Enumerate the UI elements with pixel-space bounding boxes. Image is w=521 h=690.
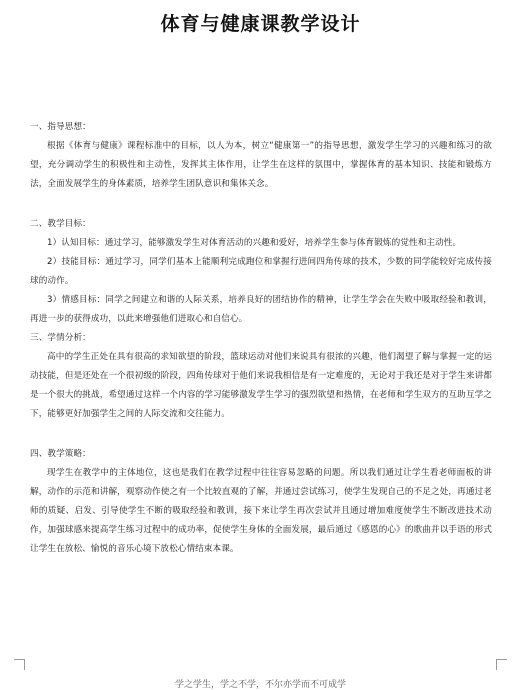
section-teaching-objectives bbox=[30, 215, 492, 329]
section-teaching-strategy bbox=[30, 445, 492, 559]
paragraph: 高中的学生正处在具有很高的求知欲望的阶段，篮球运动对他们来说具有很浓的兴趣，他们渴望了解与掌握一定的运动技能，但是还处在一个很初级的阶段，四角传球对于他们来说我相信是有一定难度的，无论对于我还是对于学生来讲都是一个很大的挑战，希望通过这样一个内容的学习能够激发学生学习的强烈欲望和热情，在老师和学生双方的互助互学之下，能够更好加强学生之间的人际交流和交往能力。 bbox=[30, 352, 492, 419]
section-learner-analysis bbox=[30, 329, 492, 424]
paragraph: 3）情感目标：同学之间建立和谐的人际关系，培养良好的团结协作的精神，让学生学会在失败中吸取经验和教训，再进一步的获得成功，以此来增强他们进取心和自信心。 bbox=[30, 295, 492, 324]
page-footer: 学之学生，学之不学，不尔亦学而不可成学 bbox=[174, 680, 346, 690]
paragraph: 1）认知目标：通过学习，能够激发学生对体育活动的兴趣和爱好，培养学生参与体育锻炼的觉性和主动性。 bbox=[47, 238, 462, 248]
section-guiding-ideology bbox=[30, 118, 492, 194]
paragraph: 2）技能目标：通过学习，同学们基本上能顺利完成跑位和掌握行进间四角传球的技术，少数的同学能较好完成传接球的动作。 bbox=[30, 257, 492, 286]
section-heading: 二、教学目标： bbox=[30, 219, 91, 229]
page-corner-mark-right bbox=[496, 659, 507, 670]
page-corner-mark-left bbox=[14, 659, 25, 670]
document-title: 体育与健康课教学设计 bbox=[160, 13, 361, 35]
section-heading: 四、教学策略： bbox=[30, 449, 91, 459]
paragraph: 现学生在教学中的主体地位，这也是我们在教学过程中往往容易忽略的问题。所以我们通过让学生看老师面板的讲解，动作的示范和讲解，观察动作使之有一个比较直观的了解，并通过尝试练习，使学生发现自己的不足之处，再通过老师的质疑、启发、引导使学生不断的吸取经验和教训，接下来让学生再次尝试并且通过增加难度使学生不断改进技术动作，加强球感来提高学生练习过程中的成功率，促使学生身体的全面发展，最后通过《感恩的心》的歌曲并以手语的形式让学生在放松、愉悦的音乐心境下放松心情结束本课。 bbox=[30, 468, 492, 554]
section-heading: 三、学情分析： bbox=[30, 333, 91, 343]
document-body bbox=[30, 118, 492, 559]
paragraph: 根据《体育与健康》课程标准中的目标，以人为本，树立“健康第一”的指导思想，激发学生学习的兴趣和练习的欲望，充分调动学生的积极性和主动性，发挥其主体作用，让学生在这样的氛围中，掌握体育的基本知识、技能和锻炼方法，全面发展学生的身体素质，培养学生团队意识和集体关念。 bbox=[30, 141, 492, 189]
section-heading: 一、指导思想： bbox=[30, 122, 91, 132]
